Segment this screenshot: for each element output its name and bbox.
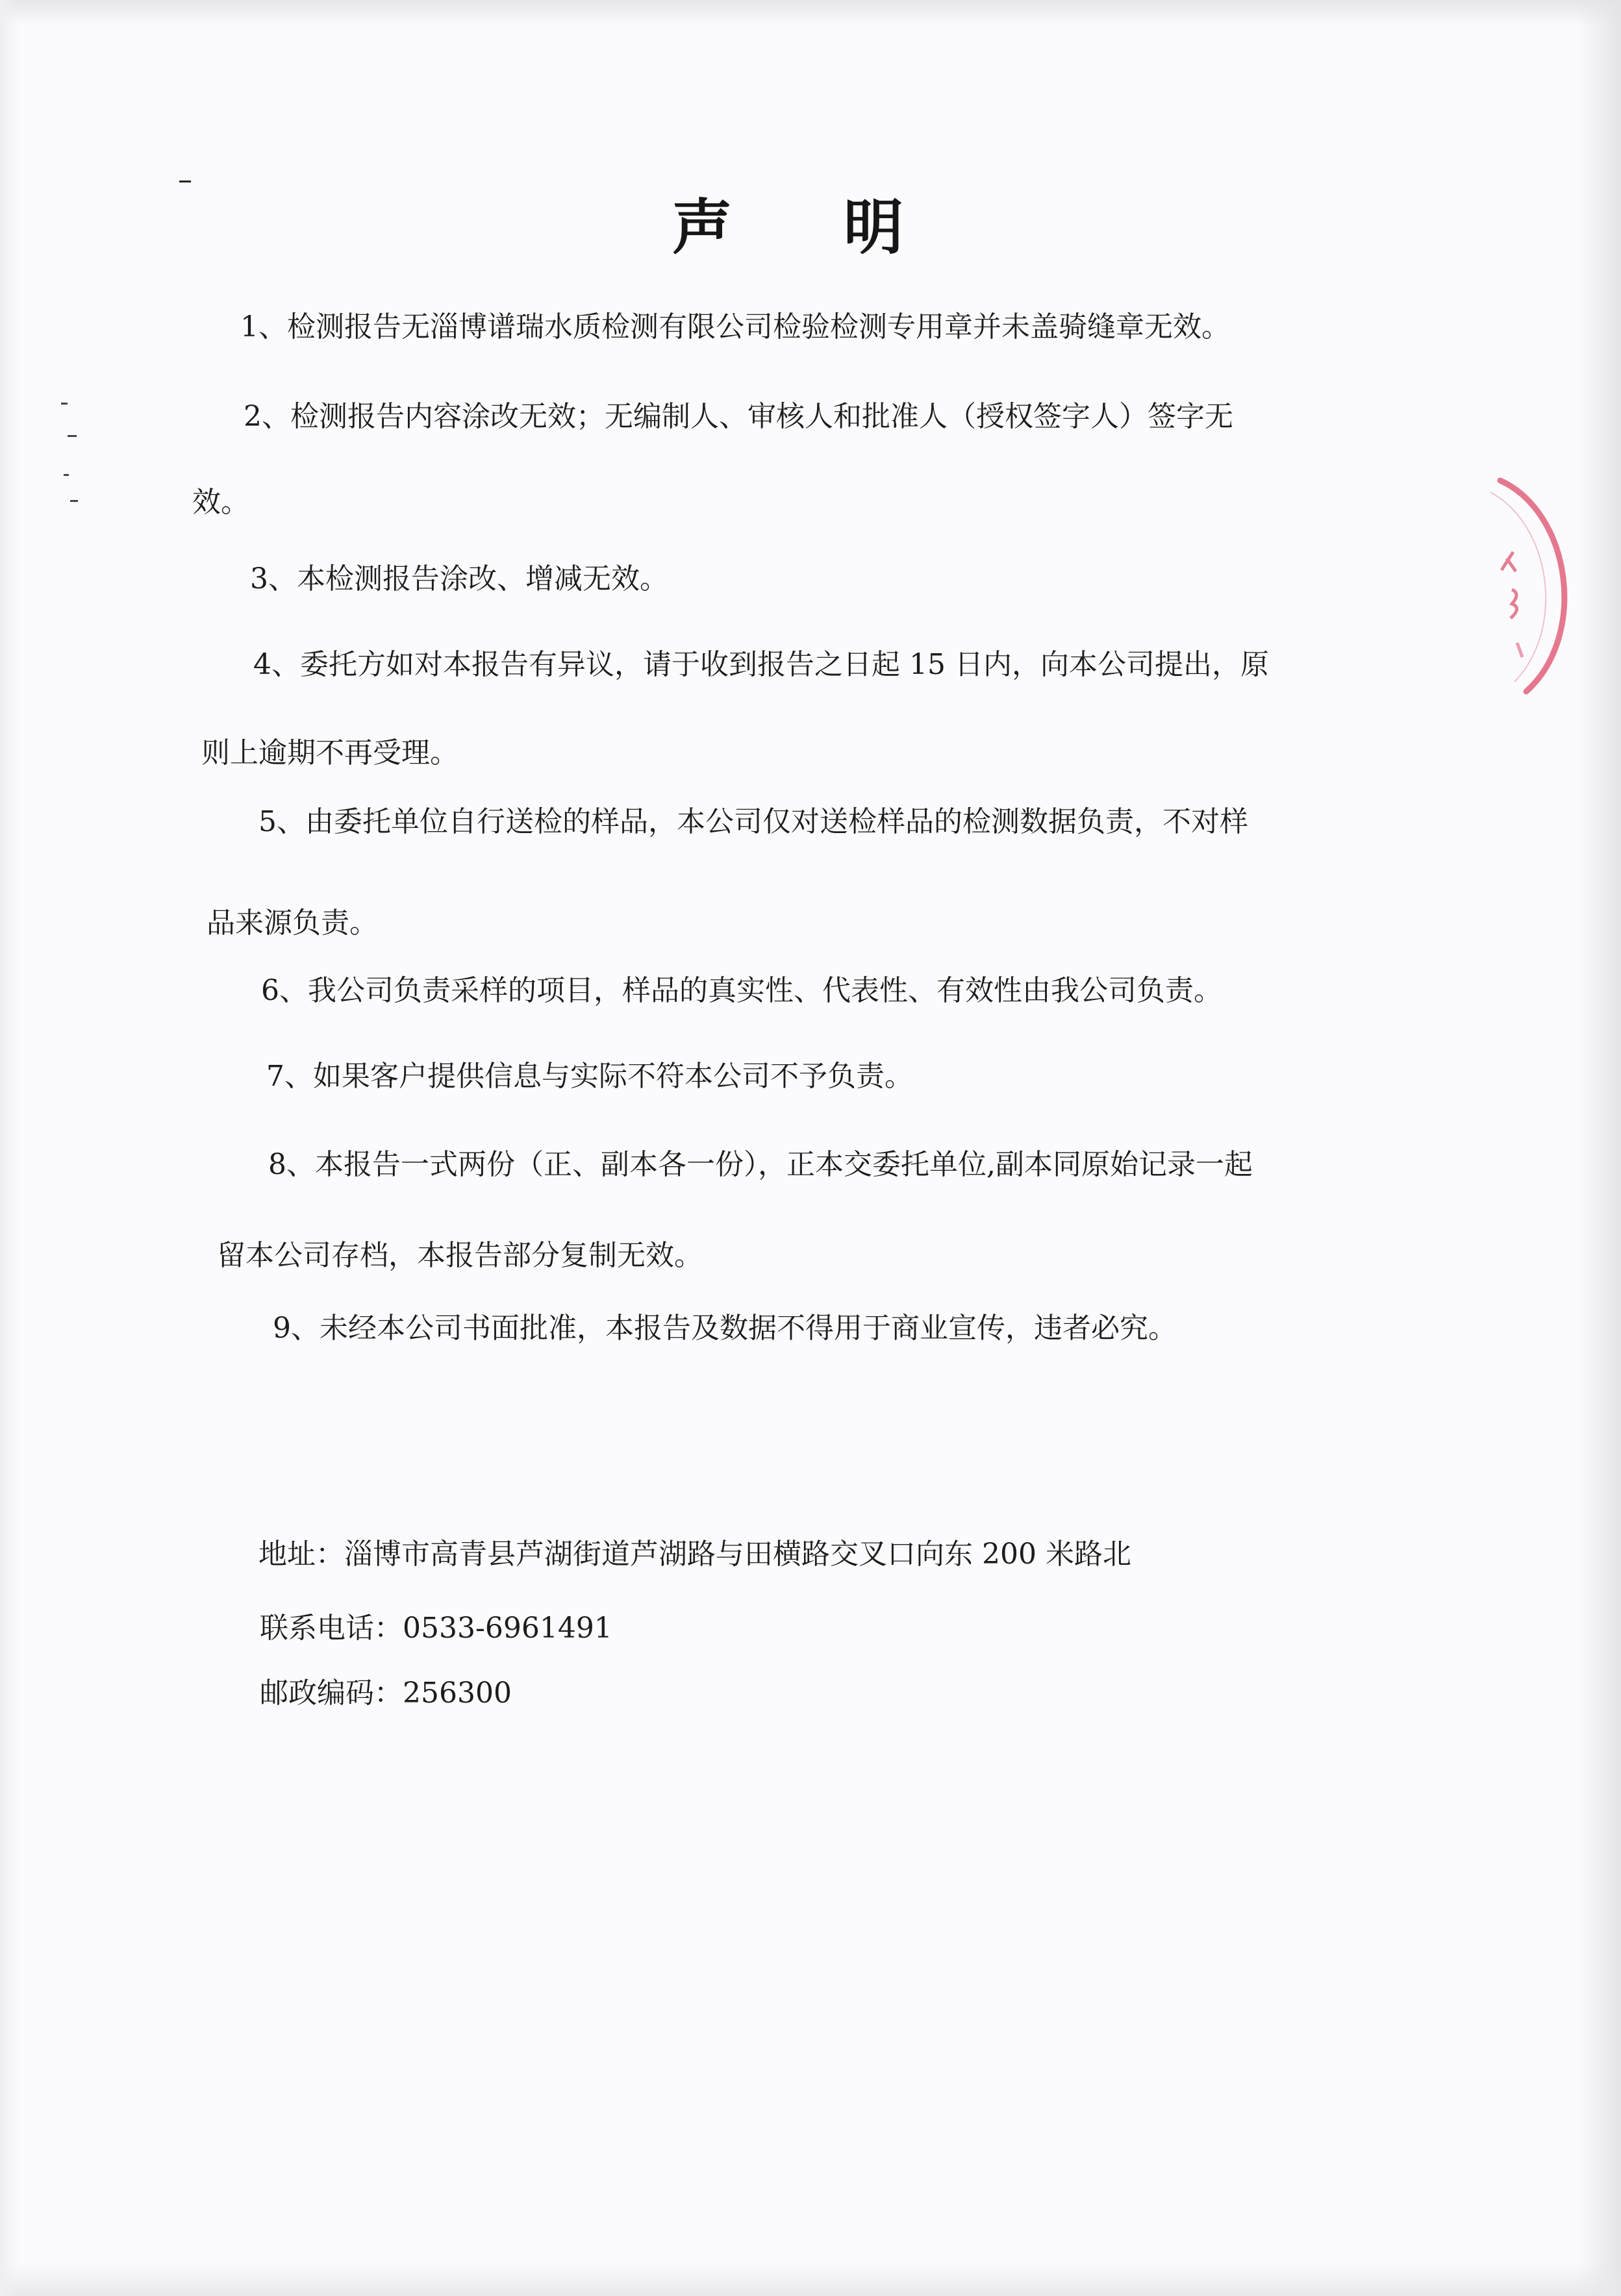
statement-9: 9、未经本公司书面批准，本报告及数据不得用于商业宣传，违者必究。 [273,1312,1177,1345]
contact-phone: 联系电话：0533-6961491 [260,1612,612,1645]
statement-4-cont: 则上逾期不再受理。 [201,736,459,769]
contact-address: 地址：淄博市高青县芦湖街道芦湖路与田横路交叉口向东 200 米路北 [258,1538,1131,1571]
statement-2: 2、检测报告内容涂改无效；无编制人、审核人和批准人（授权签字人）签字无 [244,400,1233,433]
statement-7: 7、如果客户提供信息与实际不符本公司不予负责。 [266,1060,913,1093]
scan-edge-right [1576,0,1621,2296]
binding-hole-marks [58,396,84,526]
statement-5-cont: 品来源负责。 [207,906,378,940]
statement-8: 8、本报告一式两份（正、副本各一份），正本交委托单位,副本同原始记录一起 [268,1148,1253,1181]
statement-1: 1、检测报告无淄博谱瑞水质检测有限公司检验检测专用章并未盖骑缝章无效。 [240,310,1230,343]
scan-edge-left [0,0,19,2296]
statement-8-cont: 留本公司存档，本报告部分复制无效。 [217,1239,703,1272]
statement-3: 3、本检测报告涂改、增减无效。 [250,562,668,595]
corner-dash-mark [179,181,191,182]
statement-6: 6、我公司负责采样的项目，样品的真实性、代表性、有效性由我公司负责。 [261,974,1222,1007]
contact-postcode: 邮政编码：256300 [260,1677,512,1710]
statement-5: 5、由委托单位自行送检的样品，本公司仅对送检样品的检测数据负责，不对样 [258,805,1248,838]
statement-4: 4、委托方如对本报告有异议，请于收到报告之日起 15 日内，向本公司提出，原 [253,648,1269,681]
scan-edge-bottom [0,2264,1621,2296]
scan-edge-top [0,0,1621,26]
statement-2-cont: 效。 [192,486,249,519]
seal-stamp-fragment [1474,468,1585,701]
page-title: 声 明 [672,192,949,262]
